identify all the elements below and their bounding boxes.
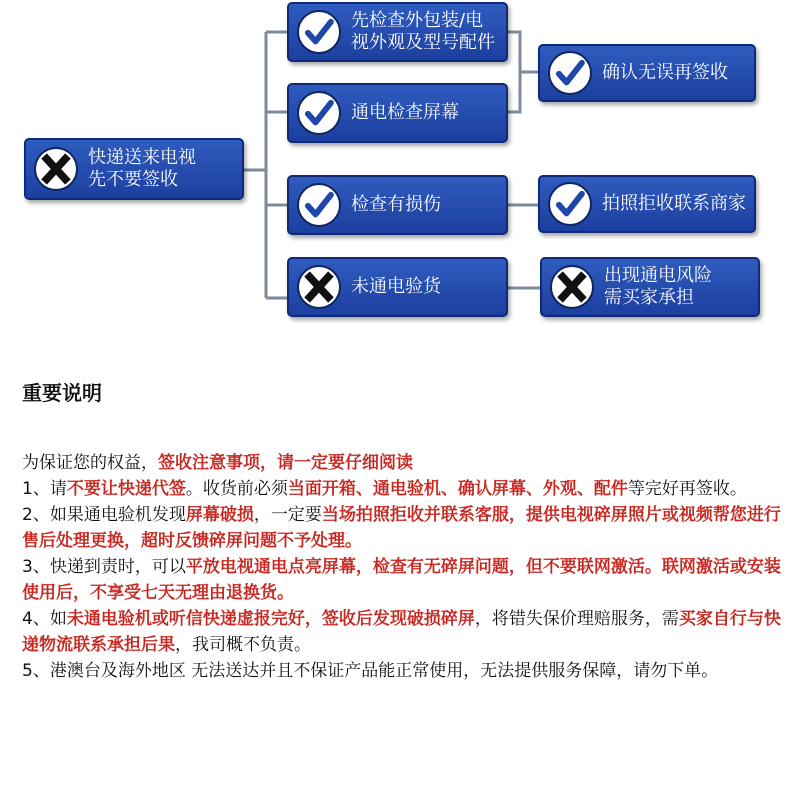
- note-text: 。收货前必须: [185, 479, 288, 499]
- highlighted-text: 平放电视通电点亮屏幕，检查有无碎屏问题，但不要联网激活。联网激活或安装使用后，不享受七天无理由退换货。: [22, 557, 781, 603]
- highlighted-text: 当场拍照拒收并联系客服，提供电视碎屏照片或视频帮您进行售后处理更换，超时反馈碎屏问题不予处理。: [22, 505, 781, 551]
- branch-node-3: [287, 175, 508, 235]
- notes-body: [22, 450, 782, 684]
- check-icon: [548, 51, 592, 95]
- x-icon: [550, 265, 594, 309]
- note-paragraph: [22, 502, 782, 554]
- note-paragraph: [22, 476, 782, 502]
- root-node-label: 快递送来电视 先不要签收: [88, 147, 196, 190]
- highlighted-text: 买家自行与快递物流联系承担后果: [22, 609, 781, 655]
- check-icon: [297, 183, 341, 227]
- branch-node-4-label: 未通电验货: [351, 276, 441, 297]
- result-node-3: [540, 257, 760, 317]
- result-node-2: [538, 175, 756, 233]
- branch-node-4: [287, 257, 508, 317]
- highlighted-text: 不要让快递代签: [66, 479, 186, 499]
- note-text: 等完好再签收。: [627, 479, 747, 499]
- check-icon: [297, 10, 341, 54]
- result-node-1-label: 确认无误再签收: [602, 62, 728, 83]
- root-node: [24, 138, 244, 200]
- note-text: 3、快递到责时，可以: [22, 557, 186, 577]
- important-notes: [22, 380, 782, 684]
- branch-node-3-label: 检查有损伤: [351, 194, 441, 215]
- result-node-1: [538, 44, 756, 102]
- note-text: 5、港澳台及海外地区 无法送达并且不保证产品能正常使用，无法提供服务保障，请勿下单。: [22, 661, 719, 681]
- note-paragraph: [22, 554, 782, 606]
- branch-node-2: [287, 83, 508, 143]
- branch-node-1: [287, 2, 508, 62]
- note-paragraph: [22, 658, 782, 684]
- note-paragraph: [22, 606, 782, 658]
- highlighted-text: 屏幕破损: [185, 505, 254, 525]
- branch-node-2-label: 通电检查屏幕: [351, 102, 459, 123]
- result-connector-1: [508, 32, 520, 112]
- note-paragraph: [22, 450, 782, 476]
- highlighted-text: 签收注意事项，请一定要仔细阅读: [158, 453, 413, 473]
- x-icon: [297, 265, 341, 309]
- result-node-2-label: 拍照拒收联系商家: [602, 193, 746, 214]
- result-node-3-label: 出现通电风险 需买家承担: [604, 265, 712, 308]
- notes-title: 重要说明: [22, 381, 102, 405]
- x-icon: [34, 147, 78, 191]
- check-icon: [297, 91, 341, 135]
- note-text: 4、如: [22, 609, 67, 629]
- flowchart: [0, 0, 800, 330]
- highlighted-text: 未通电验机或听信快递虚报完好，签收后发现破损碎屏: [66, 609, 475, 629]
- branch-node-1-label: 先检查外包装/电 视外观及型号配件: [351, 10, 495, 53]
- note-text: 为保证您的权益，: [22, 453, 158, 473]
- highlighted-text: 当面开箱、通电验机、确认屏幕、外观、配件: [287, 479, 628, 499]
- note-text: 1、请: [22, 479, 67, 499]
- note-text: ，一定要: [253, 505, 322, 525]
- check-icon: [548, 182, 592, 226]
- note-text: ，将错失保价理赔服务，需: [474, 609, 679, 629]
- note-text: 2、如果通电验机发现: [22, 505, 186, 525]
- note-text: ，我司概不负责。: [175, 635, 311, 655]
